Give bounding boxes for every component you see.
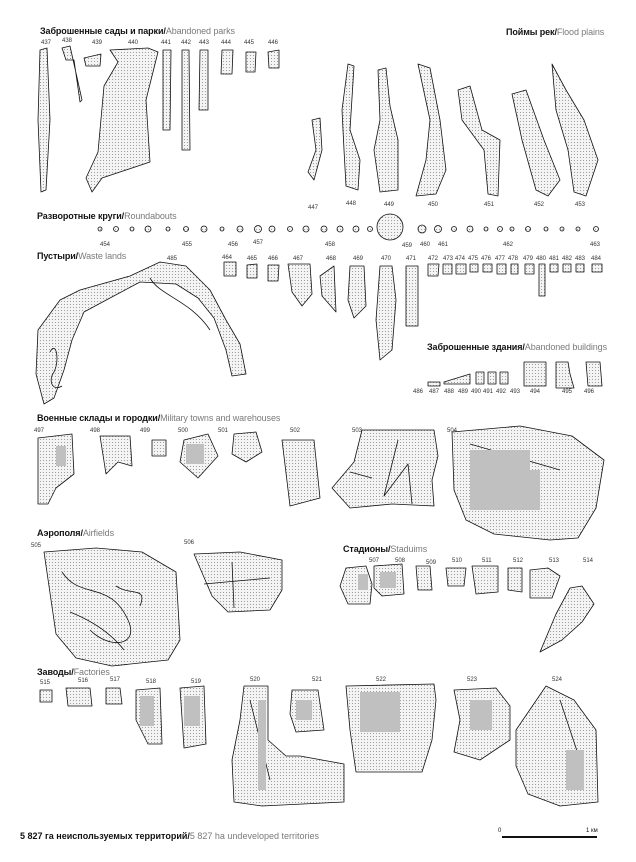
total-area-caption: 5 827 га неиспользуемых территорий/5 827 ha undeveloped territories (20, 831, 319, 841)
site-number-473: 473 (443, 256, 454, 262)
site-outline (342, 64, 360, 190)
site-number-478: 478 (508, 256, 519, 262)
roundabout-outline (526, 227, 531, 232)
site-number-437: 437 (41, 40, 52, 46)
site-outline (194, 552, 282, 612)
site-outline (221, 50, 233, 74)
site-number-520: 520 (250, 677, 261, 683)
roundabout-outline (220, 227, 224, 231)
site-number-493: 493 (510, 389, 521, 395)
roundabout-outline (288, 227, 293, 232)
site-outline (525, 264, 534, 274)
site-number-490: 490 (471, 389, 482, 395)
site-outline (44, 548, 180, 666)
site-number-445: 445 (244, 40, 255, 46)
roundabout-outline (337, 226, 343, 232)
site-number-448: 448 (346, 201, 357, 207)
site-number-463: 463 (590, 242, 601, 248)
site-number-438: 438 (62, 38, 73, 44)
site-outline (428, 382, 440, 386)
roundabout-outline (201, 226, 207, 232)
roundabout-outline (255, 226, 262, 233)
site-number-469: 469 (353, 256, 364, 262)
site-number-510: 510 (452, 558, 463, 564)
site-outline (512, 90, 560, 196)
site-number-523: 523 (467, 677, 478, 683)
site-number-507: 507 (369, 558, 380, 564)
site-number-491: 491 (483, 389, 494, 395)
site-number-497: 497 (34, 428, 45, 434)
building-texture (258, 700, 266, 790)
site-outline (446, 568, 466, 586)
site-number-477: 477 (495, 256, 506, 262)
site-outline (268, 50, 279, 68)
building-texture (296, 700, 312, 720)
site-number-481: 481 (549, 256, 560, 262)
site-outline (444, 374, 470, 384)
site-outline (511, 264, 518, 274)
site-outline (232, 686, 344, 806)
roundabout-outline (435, 226, 442, 233)
site-outline (472, 566, 498, 594)
site-number-449: 449 (384, 202, 395, 208)
section-caption: Аэрополя/Airfields (37, 528, 114, 538)
site-outline (416, 566, 432, 590)
site-outline (428, 264, 439, 276)
site-outline (152, 440, 166, 456)
site-outline (376, 266, 396, 360)
site-number-464: 464 (222, 255, 233, 261)
site-number-515: 515 (40, 680, 51, 686)
site-outline (416, 64, 446, 196)
site-number-466: 466 (268, 256, 279, 262)
section-caption: Заброшенные здания/Abandoned buildings (427, 342, 607, 352)
site-number-458: 458 (325, 242, 336, 248)
site-outline (247, 264, 257, 278)
section-caption: Заводы/Factories (37, 667, 110, 677)
site-outline (288, 264, 312, 306)
site-number-454: 454 (100, 242, 111, 248)
site-number-521: 521 (312, 677, 323, 683)
roundabout-outline (184, 227, 189, 232)
site-number-492: 492 (496, 389, 507, 395)
scale-line (502, 836, 597, 838)
site-number-447: 447 (308, 205, 319, 211)
site-number-505: 505 (31, 543, 42, 549)
section-caption: Военные склады и городки/Military towns and warehouses (37, 413, 281, 423)
site-number-467: 467 (293, 256, 304, 262)
site-outline (458, 86, 500, 196)
site-outline (40, 690, 52, 702)
roundabout-outline (321, 226, 327, 232)
site-number-498: 498 (90, 428, 101, 434)
site-number-502: 502 (290, 428, 301, 434)
site-outline (163, 50, 171, 130)
site-outline (66, 688, 92, 706)
site-outline (508, 568, 522, 592)
site-number-524: 524 (552, 677, 563, 683)
scale-bar (498, 829, 603, 843)
site-outline (332, 430, 438, 508)
site-outline (246, 52, 256, 72)
site-outline (268, 265, 279, 281)
site-number-512: 512 (513, 558, 524, 564)
building-texture (566, 750, 584, 790)
site-number-504: 504 (447, 428, 458, 434)
roundabout-outline (377, 214, 403, 240)
site-outline (36, 262, 246, 404)
scale-start-label: 0 (498, 828, 502, 834)
site-number-511: 511 (482, 558, 492, 564)
site-number-522: 522 (376, 677, 387, 683)
site-number-519: 519 (191, 679, 202, 685)
roundabout-outline (484, 227, 488, 231)
building-texture (186, 444, 204, 464)
site-number-495: 495 (562, 389, 573, 395)
site-number-439: 439 (92, 40, 103, 46)
roundabout-outline (166, 227, 170, 231)
site-number-453: 453 (575, 202, 586, 208)
site-number-501: 501 (218, 428, 229, 434)
site-number-442: 442 (181, 40, 192, 46)
site-outline (563, 264, 571, 272)
site-number-517: 517 (110, 677, 121, 683)
section-caption: Пустыри/Waste lands (37, 251, 127, 261)
site-outline (86, 48, 158, 192)
section-caption: Разворотные круги/Roundabouts (37, 211, 177, 221)
roundabout-outline (418, 225, 426, 233)
site-outline (348, 266, 366, 318)
site-outline (38, 434, 74, 504)
site-number-499: 499 (140, 428, 151, 434)
site-number-457: 457 (253, 240, 264, 246)
site-number-509: 509 (426, 560, 437, 566)
site-outline (182, 50, 190, 150)
site-number-488: 488 (444, 389, 455, 395)
roundabout-outline (467, 226, 473, 232)
site-number-496: 496 (584, 389, 595, 395)
site-outline (576, 264, 584, 272)
site-number-468: 468 (326, 256, 337, 262)
site-outline (443, 264, 452, 274)
site-number-452: 452 (534, 202, 545, 208)
site-outline (516, 686, 598, 806)
site-number-494: 494 (530, 389, 541, 395)
site-outline (374, 68, 398, 192)
roundabout-outline (98, 227, 102, 231)
site-number-513: 513 (549, 558, 560, 564)
site-number-489: 489 (458, 389, 469, 395)
site-number-472: 472 (428, 256, 439, 262)
roundabout-outline (452, 227, 457, 232)
site-number-506: 506 (184, 540, 195, 546)
site-number-462: 462 (503, 242, 514, 248)
site-number-471: 471 (406, 256, 417, 262)
site-number-476: 476 (481, 256, 492, 262)
site-number-483: 483 (575, 256, 586, 262)
site-outline (500, 372, 508, 384)
site-outline (470, 264, 478, 272)
site-outline (483, 264, 492, 272)
site-outline (320, 266, 336, 312)
site-number-461: 461 (438, 242, 449, 248)
building-texture (500, 470, 540, 510)
site-outline (62, 46, 82, 102)
site-outline (539, 264, 545, 296)
roundabout-outline (145, 226, 151, 232)
site-outline (456, 264, 466, 274)
site-outline (224, 262, 236, 276)
site-number-474: 474 (455, 256, 466, 262)
site-outline (100, 436, 132, 474)
scale-end-label: 1 км (586, 828, 598, 834)
site-number-455: 455 (182, 242, 193, 248)
site-number-486: 486 (413, 389, 424, 395)
site-outline (524, 362, 546, 386)
roundabout-outline (237, 226, 243, 232)
site-outline (586, 362, 602, 386)
site-number-480: 480 (536, 256, 547, 262)
site-number-482: 482 (562, 256, 573, 262)
roundabout-outline (544, 227, 548, 231)
building-texture (56, 446, 66, 466)
roundabout-outline (560, 227, 564, 231)
site-number-465: 465 (247, 256, 258, 262)
site-number-500: 500 (178, 428, 189, 434)
site-outline (38, 48, 50, 192)
building-texture (358, 574, 368, 590)
roundabout-outline (510, 227, 514, 231)
site-number-484: 484 (591, 256, 602, 262)
site-number-450: 450 (428, 202, 439, 208)
section-caption: Поймы рек/Flood plains (506, 27, 605, 37)
site-outline (592, 264, 602, 272)
building-texture (360, 692, 400, 732)
site-number-459: 459 (402, 243, 413, 249)
site-number-443: 443 (199, 40, 210, 46)
building-texture (380, 572, 396, 588)
site-outline (308, 118, 322, 180)
roundabout-outline (368, 227, 373, 232)
site-outline (232, 432, 262, 462)
site-number-470: 470 (381, 256, 392, 262)
site-number-514: 514 (583, 558, 594, 564)
roundabout-outline (303, 226, 309, 232)
site-outline (488, 372, 496, 384)
roundabout-outline (498, 227, 503, 232)
site-number-456: 456 (228, 242, 239, 248)
site-outline (476, 372, 484, 384)
site-number-475: 475 (468, 256, 479, 262)
building-texture (140, 696, 154, 726)
site-number-444: 444 (221, 40, 232, 46)
site-number-508: 508 (395, 558, 406, 564)
site-number-441: 441 (161, 40, 172, 46)
site-outline (106, 688, 122, 704)
building-texture (470, 700, 492, 730)
site-number-503: 503 (352, 428, 363, 434)
site-number-485: 485 (167, 256, 178, 262)
site-number-460: 460 (420, 242, 431, 248)
roundabout-outline (576, 227, 580, 231)
building-texture (184, 696, 200, 726)
site-outline (199, 50, 208, 110)
roundabout-outline (353, 226, 359, 232)
roundabout-outline (114, 227, 119, 232)
site-outline (84, 54, 101, 66)
roundabout-outline (130, 227, 134, 231)
roundabout-outline (594, 227, 599, 232)
site-outline (550, 264, 558, 272)
site-number-446: 446 (268, 40, 279, 46)
section-caption: Стадионы/Staduims (343, 544, 428, 554)
site-number-487: 487 (429, 389, 440, 395)
roundabout-outline (269, 226, 275, 232)
site-number-518: 518 (146, 679, 157, 685)
site-number-440: 440 (128, 40, 139, 46)
section-caption: Заброшенные сады и парки/Abandoned parks (40, 26, 235, 36)
site-outline (282, 440, 320, 506)
site-number-451: 451 (484, 202, 495, 208)
site-outline (530, 568, 560, 598)
site-outline (406, 266, 418, 326)
site-outline (556, 362, 574, 388)
site-outline (497, 264, 506, 274)
site-number-479: 479 (523, 256, 534, 262)
site-number-516: 516 (78, 678, 89, 684)
